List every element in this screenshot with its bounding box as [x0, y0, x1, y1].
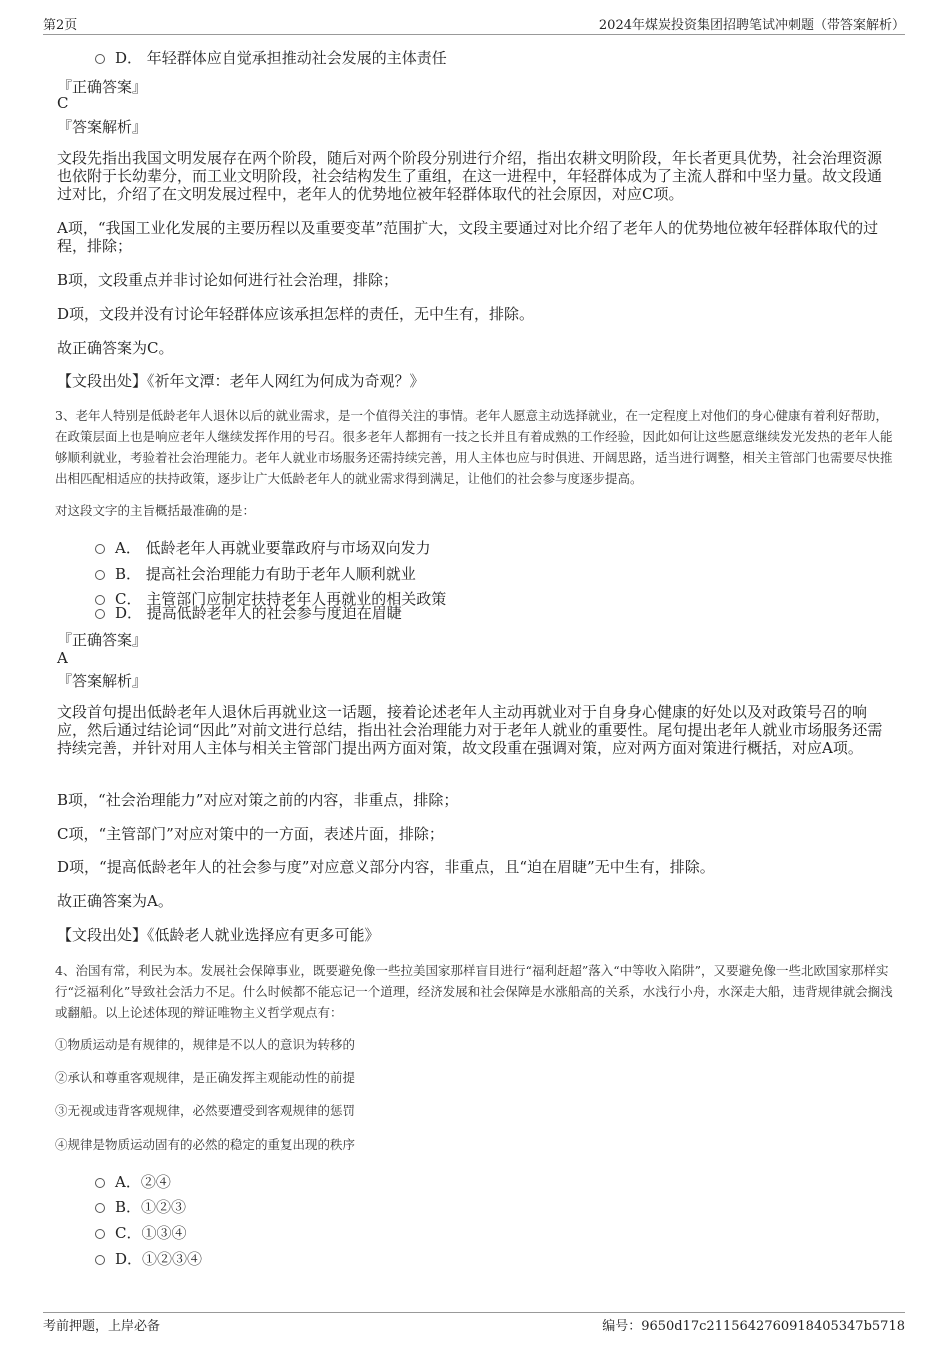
- q3-stem: 3、老年人特别是低龄老年人退休以后的就业需求，是一个值得关注的事情。老年人愿意主动选择就业，在一定程度上对他们的身心健康有着利好帮助，在政策层面上也是响应老年人继续发挥作用的号召。很多老年人都拥有一技之长并且有着成熟的工作经验，因此如何让这些愿意继续发光发热的老年人能够顺利就业，考验着社会治理能力。老年人就业市场服务还需持续完善，用人主体也应与时俱进、开阔思路，适当进行调整，相关主管部门也需要尽快推出相匹配相适应的扶持政策，逐步让广大低龄老年人的就业需求得到满足，让他们的社会参与度逐步提高。: [55, 408, 893, 486]
- q4-stem: 4、治国有常，利民为本。发展社会保障事业，既要避免像一些拉美国家那样盲目进行“福利赶超”落入“中等收入陷阱”，又要避免像一些北欧国家那样实行“泛福利化”导致社会活力不足。什么时候都不能忘记一个道理，经济发展和社会保障是水涨船高的关系，水浅行小舟，水深走大船，违背规律就会搁浅或翻船。以上论述体现的辩证唯物主义哲学观点有：: [55, 963, 893, 1020]
- q3-answer: A: [57, 649, 68, 667]
- q4-option-a[interactable]: [95, 1171, 171, 1192]
- q4-option-b[interactable]: [95, 1196, 186, 1217]
- q4-statement: ③无视或违背客观规律，必然要遭受到客观规律的惩罚: [55, 1103, 356, 1118]
- q3-question: 对这段文字的主旨概括最准确的是：: [55, 503, 256, 518]
- option-label: C． 主管部门应制定扶持老年人再就业的相关政策: [115, 590, 447, 608]
- q4-option-c[interactable]: [95, 1222, 186, 1243]
- page-footer: [43, 1312, 905, 1335]
- radio-icon[interactable]: [95, 1255, 105, 1265]
- q2-analysis-paragraph: B项，文段重点并非讨论如何进行社会治理，排除；: [57, 271, 399, 289]
- radio-icon[interactable]: [95, 609, 105, 619]
- q3-analysis-paragraph: 文段首句提出低龄老年人退休后再就业这一话题，接着论述老年人主动再就业对于自身身心健康的好处以及对政策号召的响应，然后通过结论词“因此”对前文进行总结，指出社会治理能力对于老年人就业的重要性。尾句提出老年人就业市场服务还需持续完善，并针对用人主体与相关主管部门提出两方面对策，故文段重在强调对策，应对两方面对策进行概括，对应A项。: [57, 703, 883, 757]
- footer-slogan: 考前押题，上岸必备: [43, 1319, 161, 1334]
- q2-conclusion: 故正确答案为C。: [57, 339, 174, 357]
- q3-analysis-paragraph: D项，“提高低龄老年人的社会参与度”对应意义部分内容，非重点，且“迫在眉睫”无中生有，排除。: [57, 858, 715, 876]
- footer-code: 编号：9650d17c2115642760918405347b5718: [602, 1319, 905, 1334]
- option-label: D． 年轻群体应自觉承担推动社会发展的主体责任: [115, 49, 447, 67]
- option-label: D．①②③④: [115, 1250, 203, 1268]
- radio-icon[interactable]: [95, 544, 105, 554]
- q3-analysis-label: 『答案解析』: [57, 672, 148, 690]
- page-number: 第2页: [43, 18, 78, 33]
- q4-option-d[interactable]: [95, 1248, 202, 1269]
- q2-analysis-paragraph: D项，文段并没有讨论年轻群体应该承担怎样的责任，无中生有，排除。: [57, 305, 535, 323]
- option-label: A． 低龄老年人再就业要靠政府与市场双向发力: [115, 539, 431, 557]
- q3-source: 【文段出处】《低龄老人就业选择应有更多可能》: [57, 926, 380, 944]
- q2-analysis-paragraph: 文段先指出我国文明发展存在两个阶段，随后对两个阶段分别进行介绍，指出农耕文明阶段，年长者更具优势，社会治理资源也依附于长幼辈分，而工业文明阶段，社会结构发生了重组，在这一进程中，年轻群体成为了主流人群和中坚力量。故文段通过对比，介绍了在文明发展过程中，老年人的优势地位被年轻群体取代的社会原因，对应C项。: [57, 149, 883, 203]
- document-title: 2024年煤炭投资集团招聘笔试冲刺题（带答案解析）: [598, 18, 905, 33]
- q2-answer: C: [57, 94, 69, 112]
- q3-analysis-paragraph: B项，“社会治理能力”对应对策之前的内容，非重点，排除；: [57, 791, 459, 809]
- radio-icon[interactable]: [95, 54, 105, 64]
- q4-statement: ④规律是物质运动固有的必然的稳定的重复出现的秩序: [55, 1137, 356, 1152]
- q4-statement: ①物质运动是有规律的，规律是不以人的意识为转移的: [55, 1037, 356, 1052]
- radio-icon[interactable]: [95, 1203, 105, 1213]
- q3-option-d[interactable]: [95, 602, 402, 623]
- q3-option-b[interactable]: [95, 563, 416, 584]
- q3-option-a[interactable]: [95, 537, 431, 558]
- q2-option-d[interactable]: [95, 47, 447, 68]
- q3-conclusion: 故正确答案为A。: [57, 892, 173, 910]
- q2-analysis-paragraph: A项，“我国工业化发展的主要历程以及重要变革”范围扩大，文段主要通过对比介绍了老年人的优势地位被年轻群体取代的过程，排除；: [57, 219, 879, 255]
- page-header: [43, 14, 905, 35]
- q3-analysis-paragraph: C项，“主管部门”对应对策中的一方面，表述片面，排除；: [57, 825, 444, 843]
- option-label: B．①②③: [115, 1198, 187, 1216]
- q2-source: 【文段出处】《祈年文潭：老年人网红为何成为奇观？》: [57, 372, 425, 390]
- q2-answer-label: 『正确答案』: [57, 78, 148, 96]
- option-label: C．①③④: [115, 1224, 187, 1242]
- radio-icon[interactable]: [95, 1229, 105, 1239]
- option-label: B． 提高社会治理能力有助于老年人顺利就业: [115, 565, 416, 583]
- radio-icon[interactable]: [95, 570, 105, 580]
- radio-icon[interactable]: [95, 1178, 105, 1188]
- option-label: A．②④: [115, 1173, 171, 1191]
- q3-answer-label: 『正确答案』: [57, 631, 148, 649]
- q4-statement: ②承认和尊重客观规律，是正确发挥主观能动性的前提: [55, 1070, 356, 1085]
- q2-analysis-label: 『答案解析』: [57, 118, 148, 136]
- option-label: D． 提高低龄老年人的社会参与度迫在眉睫: [115, 604, 402, 622]
